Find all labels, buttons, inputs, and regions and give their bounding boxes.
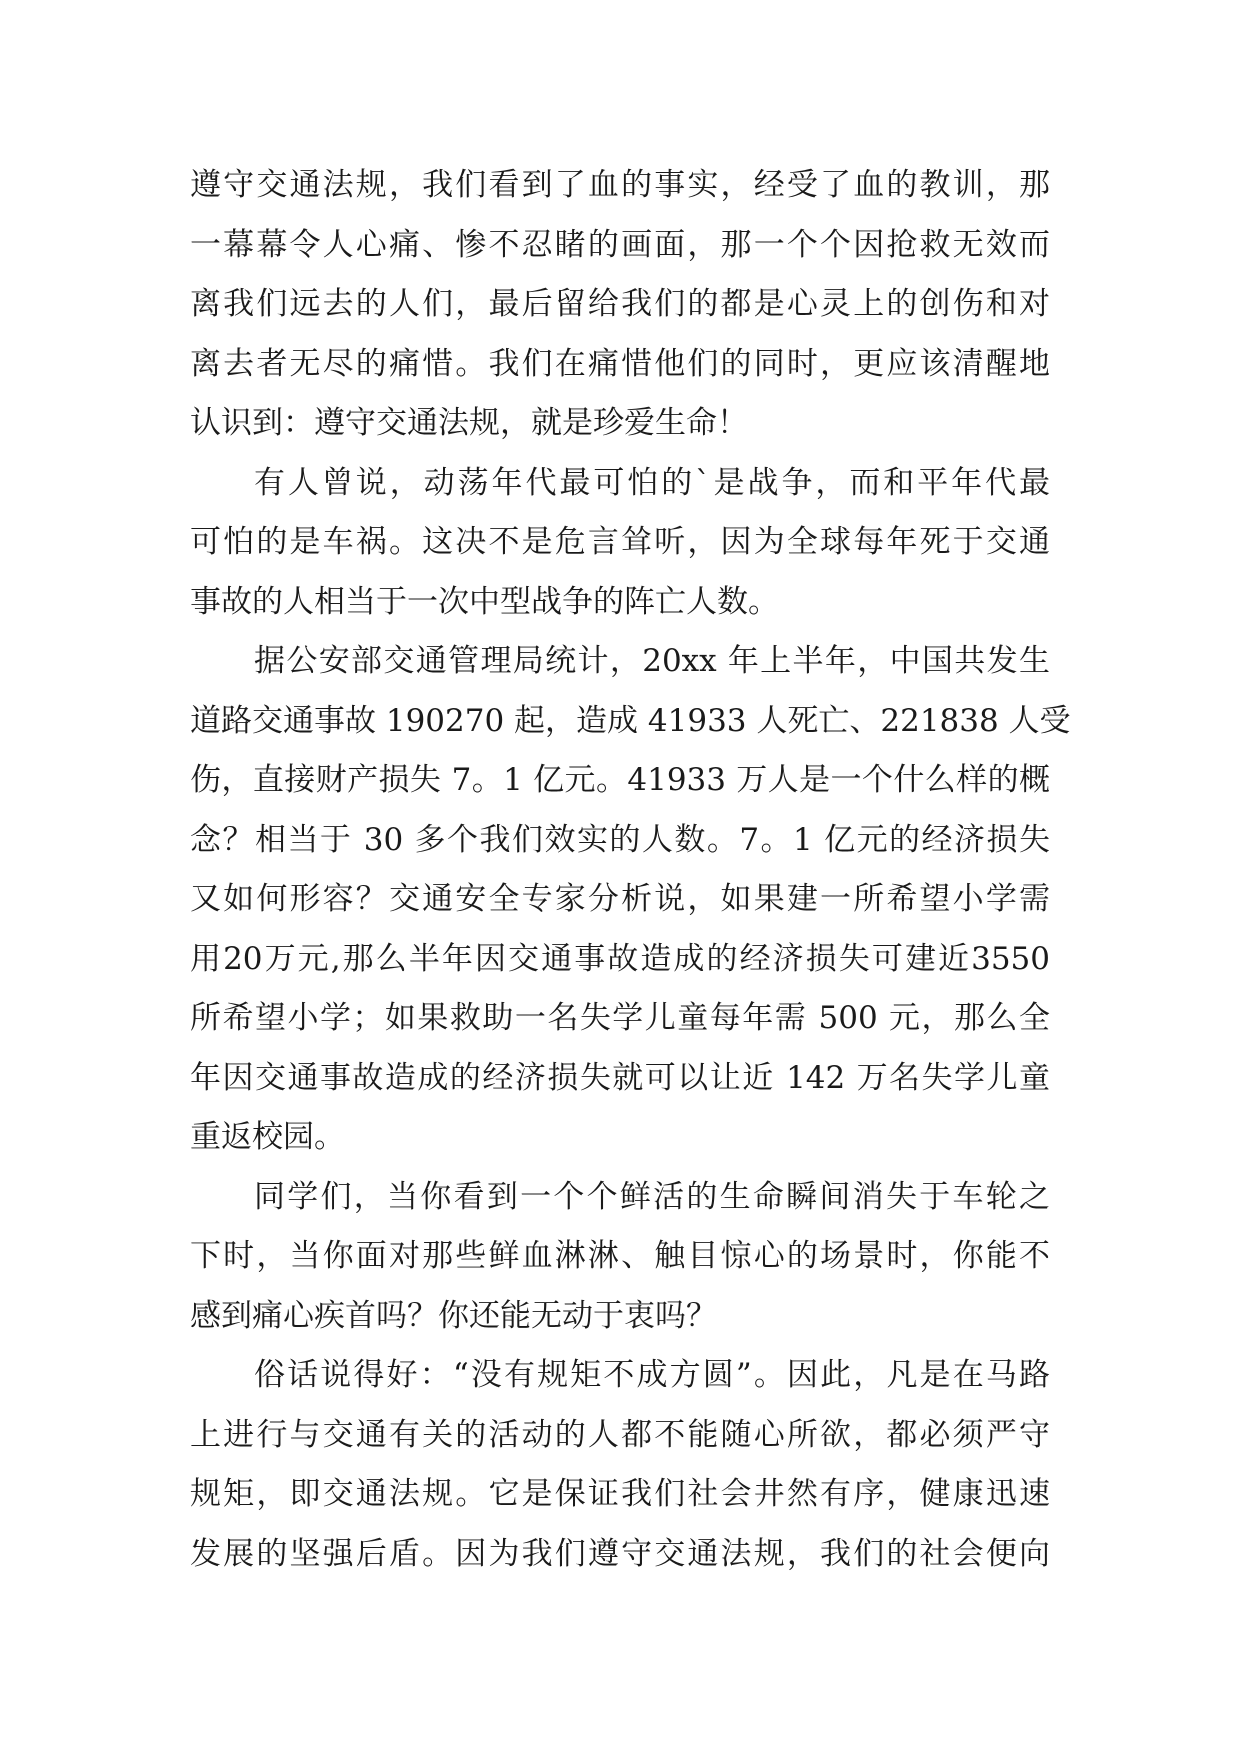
text-line: 据公安部交通管理局统计，20xx 年上半年，中国共发生 [254, 643, 1050, 679]
text-line: 离去者无尽的痛惜。我们在痛惜他们的同时，更应该清醒地 [190, 345, 1050, 382]
text-line: 所希望小学；如果救助一名失学儿童每年需 500 元，那么全 [190, 1000, 1050, 1036]
text-line: 重返校园。 [190, 1119, 345, 1155]
text-line: 道路交通事故 190270 起，造成 41933 人死亡、221838 人受 [190, 702, 1071, 739]
text-line: 用20万元,那么半年因交通事故造成的经济损失可建近3550 [190, 940, 1050, 977]
text-line: 离我们远去的人们，最后留给我们的都是心灵上的创伤和对 [190, 286, 1050, 322]
text-line: 念？相当于 30 多个我们效实的人数。7。1 亿元的经济损失 [190, 821, 1050, 858]
text-line: 规矩，即交通法规。它是保证我们社会井然有序，健康迅速 [190, 1476, 1050, 1512]
text-line: 感到痛心疾首吗？你还能无动于衷吗？ [190, 1297, 717, 1334]
text-line: 可怕的是车祸。这决不是危言耸听，因为全球每年死于交通 [190, 524, 1050, 560]
text-line: 俗话说得好：“没有规矩不成方圆”。因此，凡是在马路 [254, 1357, 1050, 1393]
text-line: 同学们，当你看到一个个鲜活的生命瞬间消失于车轮之 [254, 1178, 1050, 1215]
text-line: 一幕幕令人心痛、惨不忍睹的画面，那一个个因抢救无效而 [190, 226, 1050, 263]
text-line: 事故的人相当于一次中型战争的阵亡人数。 [190, 583, 779, 620]
text-line: 上进行与交通有关的活动的人都不能随心所欲，都必须严守 [190, 1416, 1050, 1453]
text-line: 有人曾说，动荡年代最可怕的`是战争，而和平年代最 [254, 464, 1050, 501]
text-line: 认识到：遵守交通法规，就是珍爱生命！ [190, 405, 748, 441]
text-line: 伤，直接财产损失 7。1 亿元。41933 万人是一个什么样的概 [190, 762, 1050, 798]
text-line: 又如何形容？交通安全专家分析说，如果建一所希望小学需 [190, 881, 1050, 917]
text-line: 遵守交通法规，我们看到了血的事实，经受了血的教训，那 [190, 167, 1050, 203]
text-line: 发展的坚强后盾。因为我们遵守交通法规，我们的社会便向 [190, 1535, 1050, 1572]
text-line: 下时，当你面对那些鲜血淋淋、触目惊心的场景时，你能不 [190, 1238, 1050, 1274]
text-line: 年因交通事故造成的经济损失就可以让近 142 万名失学儿童 [190, 1059, 1050, 1096]
body-text [190, 156, 1071, 1584]
